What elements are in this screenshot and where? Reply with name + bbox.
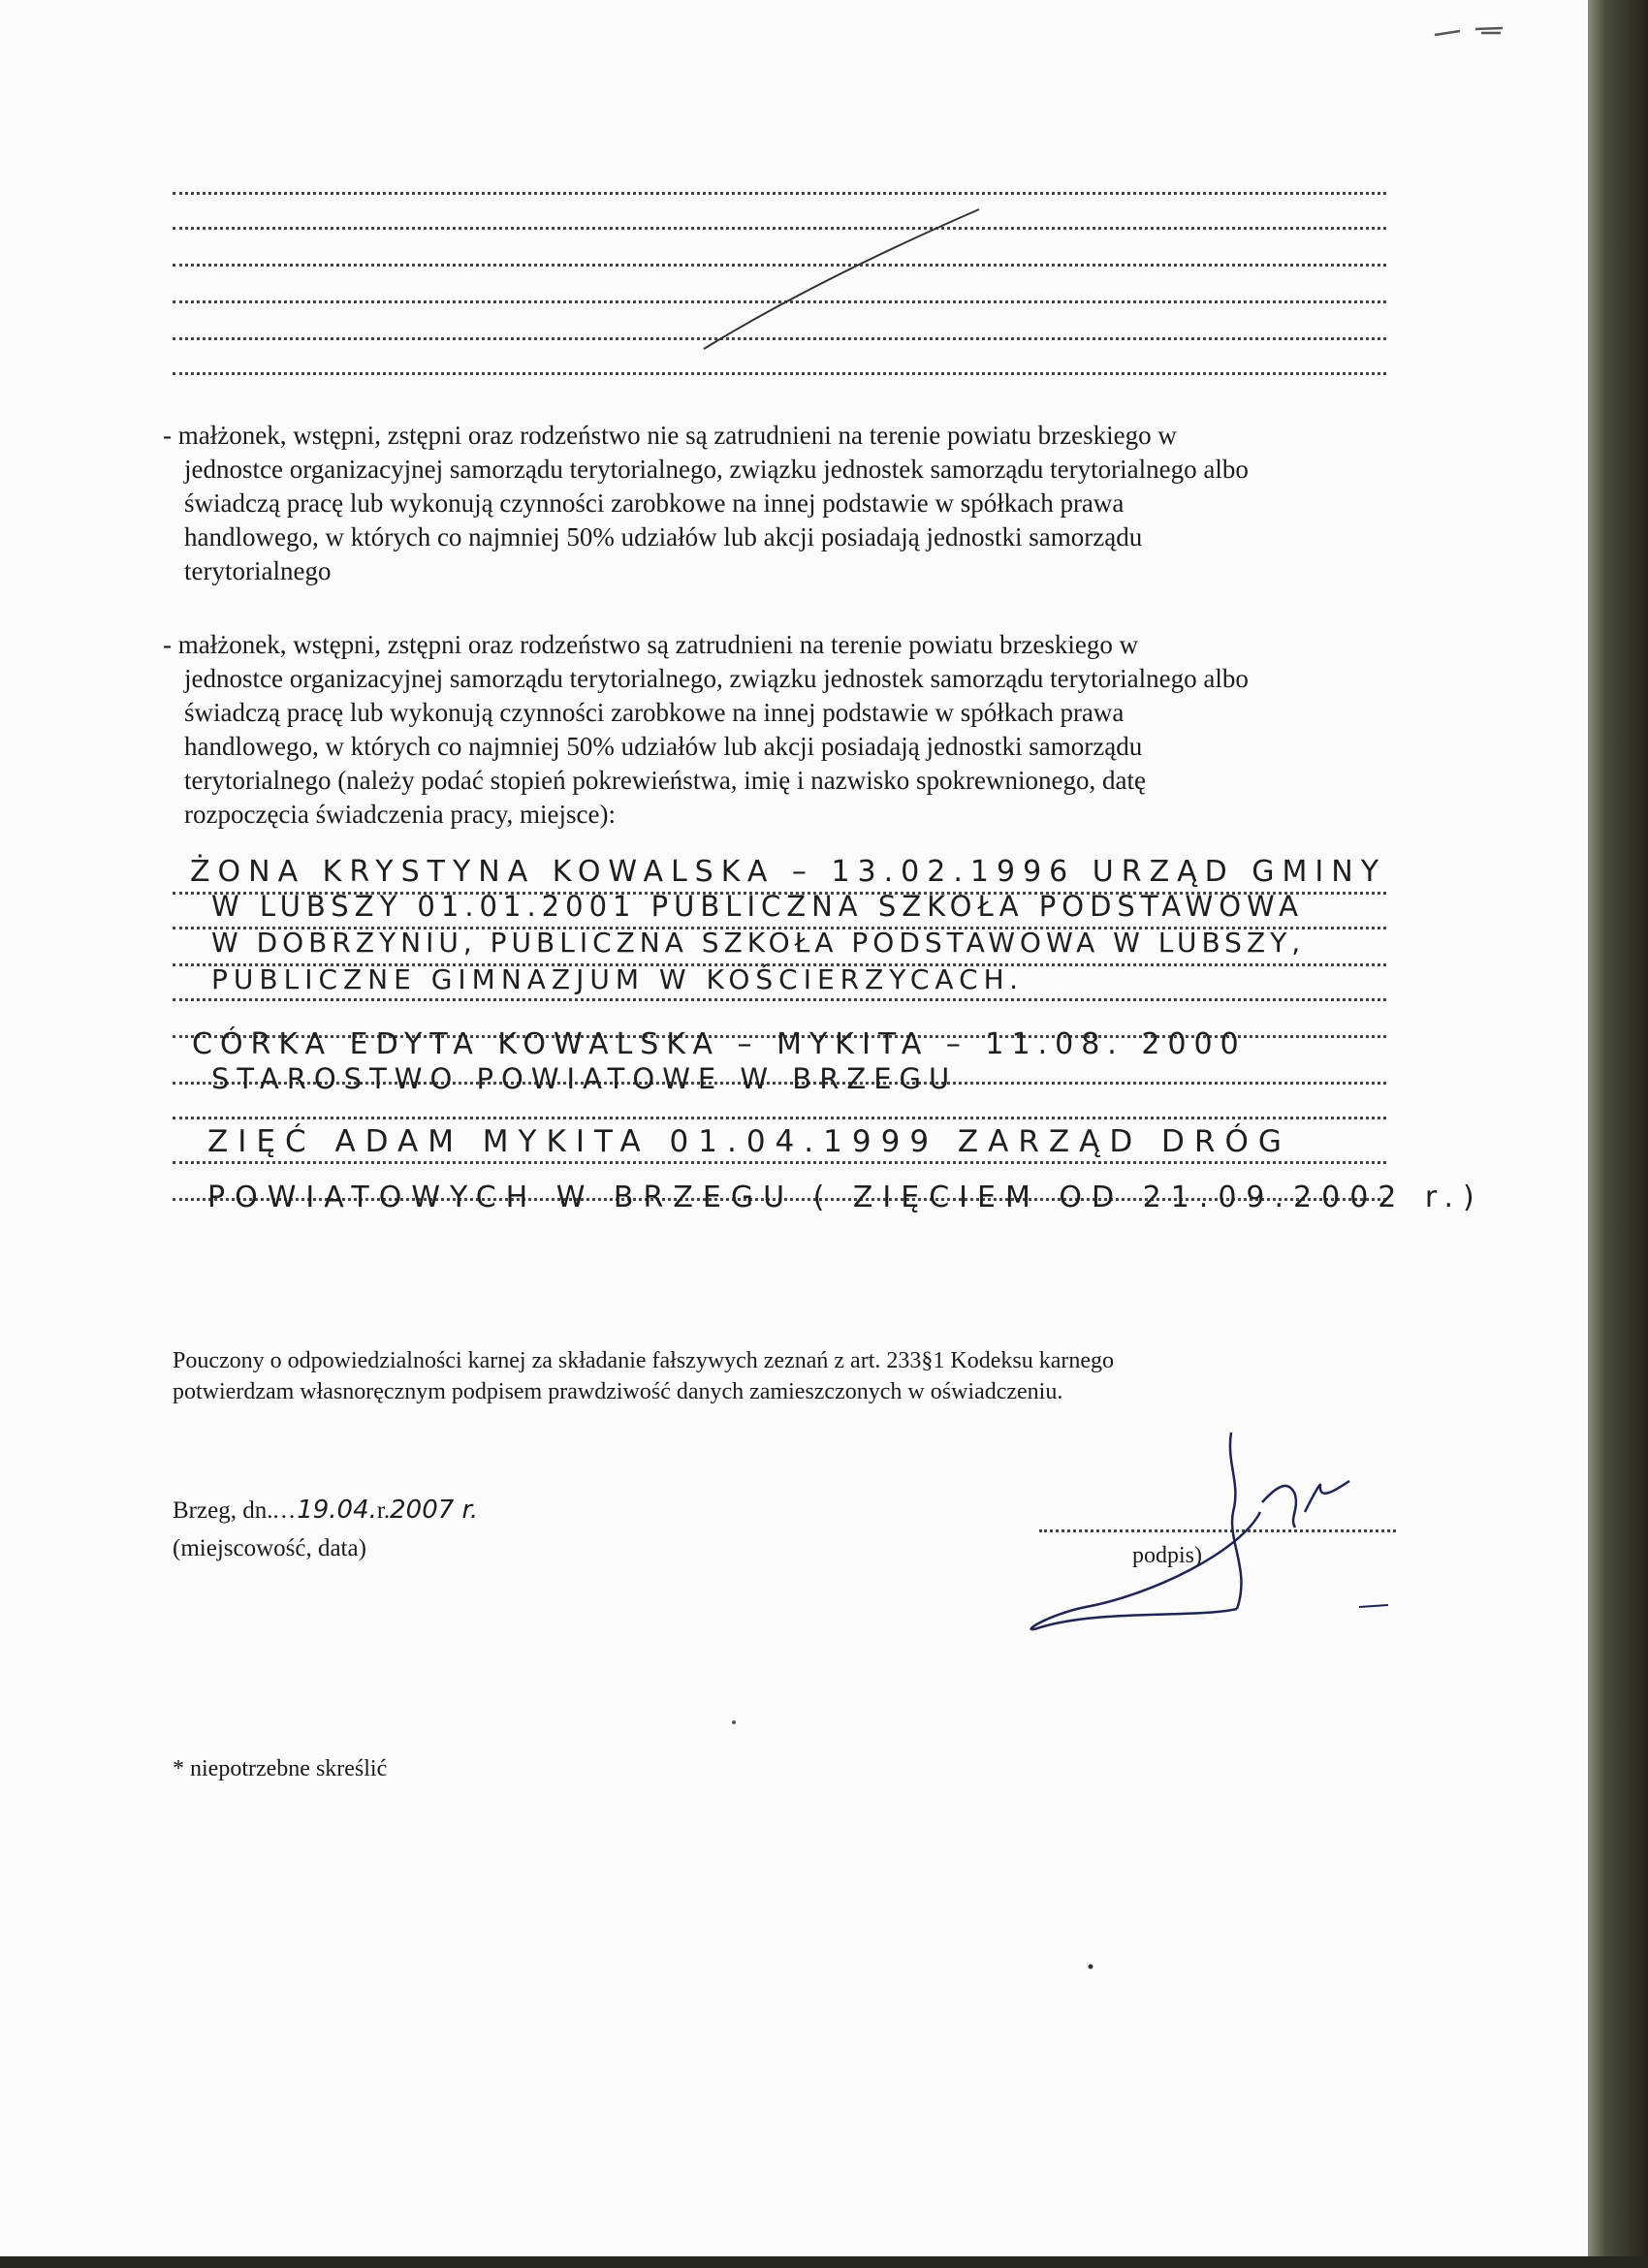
- place-date-field: Brzeg, dn....19.04.r.2007 r.: [173, 1496, 479, 1525]
- scan-border-right: [1588, 0, 1648, 2268]
- statement-line: jednostce organizacyjnej samorządu terytorialnego, związku jednostek samorządu terytorialnego albo: [184, 455, 1249, 484]
- statement-line: jednostce organizacyjnej samorządu terytorialnego, związku jednostek samorządu terytorialnego albo: [184, 664, 1249, 693]
- statement-employed: [163, 628, 1423, 832]
- statement-not-employed: [163, 419, 1423, 588]
- blank-dotted-line: [173, 192, 1386, 195]
- strike-through-line: [698, 204, 989, 359]
- handwritten-entry: W LUBSZY 01.01.2001 PUBLICZNA SZKOŁA PODSTAWOWA: [211, 890, 1304, 923]
- statement-line: - małżonek, wstępni, zstępni oraz rodzeństwo są zatrudnieni na terenie powiatu brzeskiego w: [163, 630, 1139, 659]
- handwritten-entry: ŻONA KRYSTYNA KOWALSKA – 13.02.1996 URZĄD GMINY: [190, 855, 1387, 889]
- staple-marks: [1433, 23, 1569, 52]
- statement-line: - małżonek, wstępni, zstępni oraz rodzeństwo nie są zatrudnieni na terenie powiatu brzeskiego w: [163, 421, 1177, 450]
- handwritten-signature: [1008, 1425, 1415, 1638]
- handwritten-year: 2007 r.: [390, 1496, 479, 1525]
- signature-caption: podpis): [1132, 1543, 1202, 1568]
- scan-speck: [1088, 1964, 1093, 1969]
- handwritten-entry: STAROSTWO POWIATOWE W BRZEGU: [211, 1062, 958, 1095]
- handwritten-entry: POWIATOWYCH W BRZEGU ( ZIĘCIEM OD 21.09.2002 r.): [207, 1181, 1484, 1214]
- legal-notice: [173, 1345, 1404, 1407]
- handwritten-date: 19.04.: [297, 1496, 377, 1525]
- notice-line: potwierdzam własnoręcznym podpisem prawdziwość danych zamieszczonych w oświadczeniu.: [173, 1379, 1063, 1404]
- footnote: * niepotrzebne skreślić: [173, 1756, 388, 1781]
- handwritten-entry: W DOBRZYNIU, PUBLICZNA SZKOŁA PODSTAWOWA W LUBSZY,: [211, 927, 1306, 959]
- place-date-prefix: Brzeg, dn.: [173, 1497, 273, 1524]
- place-date-caption: (miejscowość, data): [173, 1535, 366, 1561]
- statement-line: handlowego, w których co najmniej 50% udziałów lub akcji posiadają jednostki samorządu: [184, 522, 1143, 551]
- statement-line: handlowego, w których co najmniej 50% udziałów lub akcji posiadają jednostki samorządu: [184, 732, 1143, 761]
- scan-speck: [731, 1719, 737, 1725]
- notice-line: Pouczony o odpowiedzialności karnej za składanie fałszywych zeznań z art. 233§1 Kodeksu karnego: [173, 1348, 1114, 1373]
- statement-line: terytorialnego (należy podać stopień pokrewieństwa, imię i nazwisko spokrewnionego, datę: [184, 766, 1146, 795]
- scan-border-bottom: [0, 2256, 1648, 2268]
- handwritten-entry: CÓRKA EDYTA KOWALSKA – MYKITA – 11.08. 2000: [192, 1027, 1247, 1061]
- statement-line: świadczą pracę lub wykonują czynności zarobkowe na innej podstawie w spółkach prawa: [184, 698, 1125, 727]
- blank-dotted-line: [173, 372, 1386, 375]
- statement-line: świadczą pracę lub wykonują czynności zarobkowe na innej podstawie w spółkach prawa: [184, 488, 1125, 518]
- statement-line: rozpoczęcia świadczenia pracy, miejsce):: [184, 800, 616, 829]
- handwritten-entry: PUBLICZNE GIMNAZJUM W KOŚCIERZYCACH.: [211, 963, 1025, 995]
- year-prefix: r.: [376, 1497, 391, 1524]
- handwritten-entry: ZIĘĆ ADAM MYKITA 01.04.1999 ZARZĄD DRÓG: [207, 1124, 1291, 1159]
- statement-line: terytorialnego: [184, 556, 332, 585]
